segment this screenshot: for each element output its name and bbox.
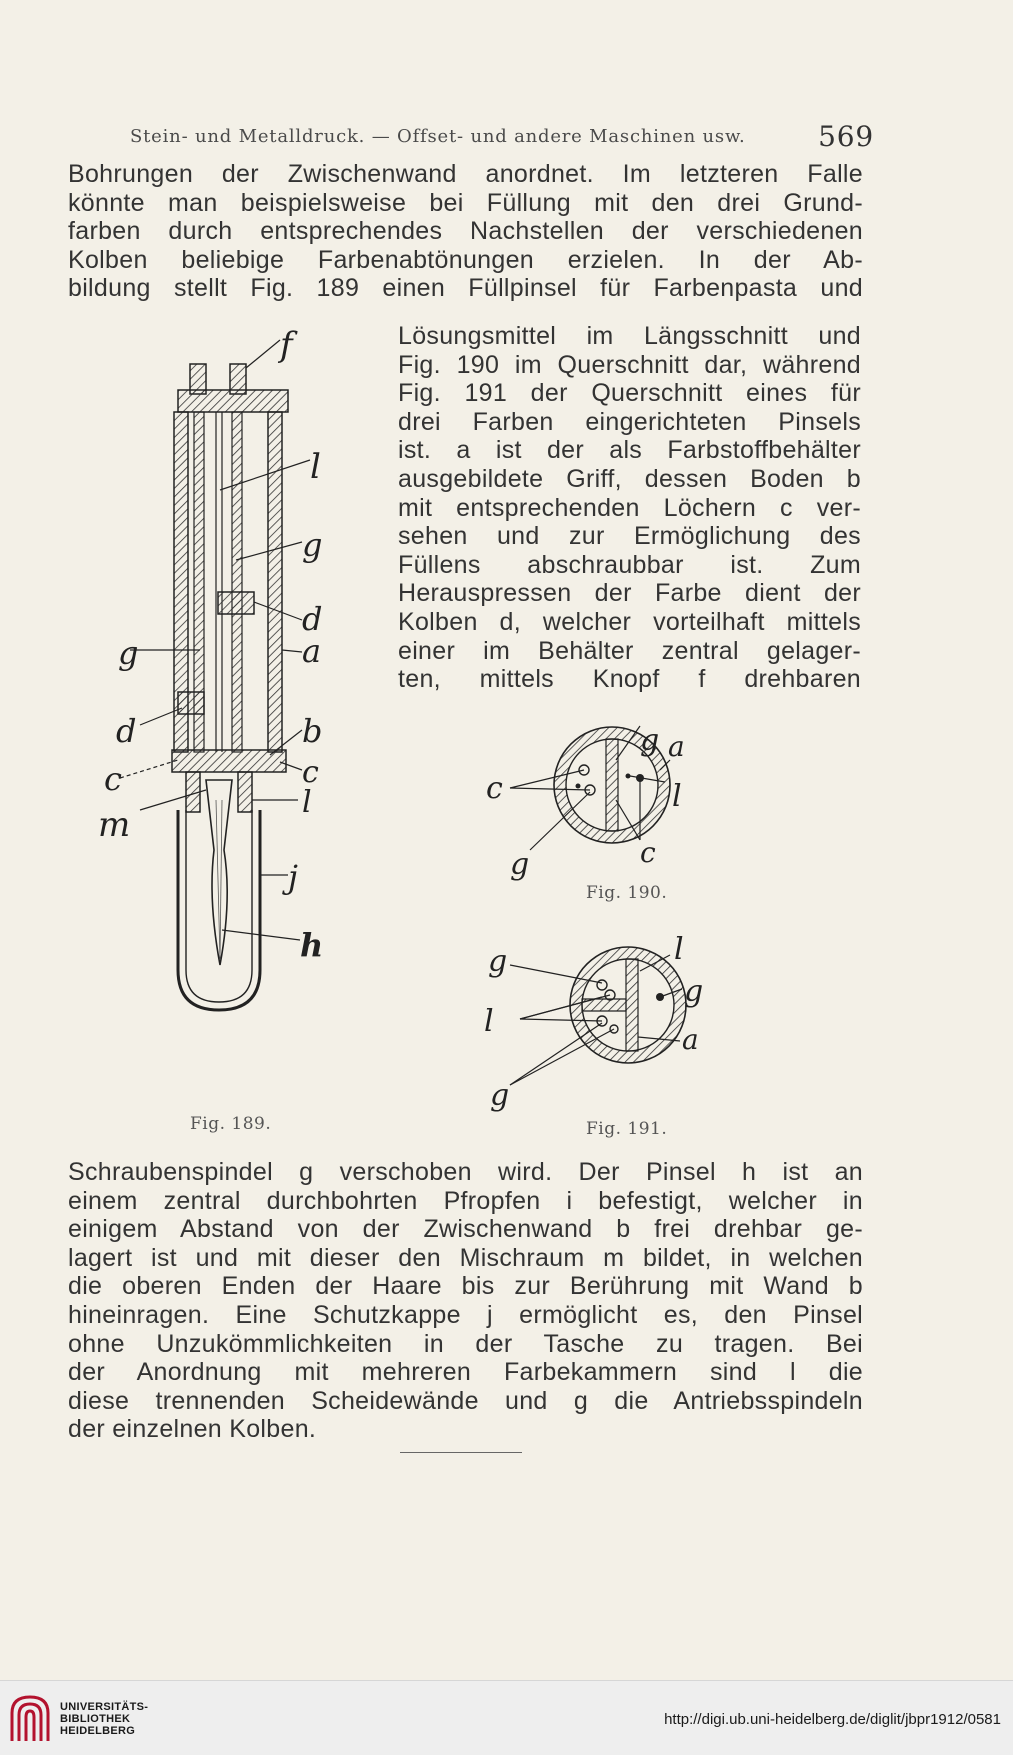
text-line: Füllens abschraubbar ist. Zum <box>398 550 861 579</box>
text-line: farben durch entsprechendes Nachstellen der verschiedenen <box>68 217 863 246</box>
text-line: der Anordnung mit mehreren Farbekammern sind l die <box>68 1358 863 1387</box>
fig191-label-l-left: l <box>484 1004 494 1039</box>
permalink-url[interactable]: http://digi.ub.uni-heidelberg.de/diglit/jbpr1912/0581 <box>664 1711 1001 1728</box>
library-name-line: BIBLIOTHEK <box>60 1713 131 1725</box>
figure-190 <box>486 710 750 882</box>
text-line: Kolben beliebige Farbenabtönungen erzielen. In der Ab- <box>68 245 863 274</box>
fig191-label-l-top: l <box>674 932 684 967</box>
fig189-label-j: j <box>288 858 298 896</box>
paragraph-bottom <box>68 1158 863 1444</box>
text-line: der einzelnen Kolben. <box>68 1415 317 1444</box>
page-number: 569 <box>818 120 874 153</box>
text-line: ausgebildete Griff, dessen Boden b <box>398 464 861 493</box>
viewer-footer <box>0 1680 1013 1755</box>
fig190-label-c-left: c <box>486 771 503 806</box>
text-line: könnte man beispielsweise bei Füllung mit den drei Grund- <box>68 188 863 217</box>
fig191-label-g-bottom: g <box>490 1078 510 1113</box>
text-line: Bohrungen der Zwischenwand anordnet. Im letzteren Falle <box>68 160 863 188</box>
library-name-line: HEIDELBERG <box>60 1725 136 1737</box>
fig189-label-c-right: c <box>302 755 319 790</box>
figure-191 <box>484 925 750 1115</box>
running-head <box>130 120 874 153</box>
text-line: Fig. 190 im Querschnitt dar, während <box>398 350 861 379</box>
fig189-label-g-right: g <box>302 526 323 564</box>
fig189-label-f: f <box>280 325 293 365</box>
fig189-label-g-left: g <box>118 634 139 672</box>
text-line: Fig. 191 der Querschnitt eines für <box>398 379 861 408</box>
fig190-label-g-bottom: g <box>510 847 530 882</box>
library-name <box>60 1701 148 1737</box>
text-line: bildung stellt Fig. 189 einen Füllpinsel für Farbenpasta und <box>68 274 863 303</box>
text-line: diese trennenden Scheidewände und g die Antriebsspindeln <box>68 1386 863 1415</box>
fig189-label-c-left: c <box>104 760 122 798</box>
fig190-label-g-top: g <box>640 723 660 758</box>
fig189-label-l: l <box>310 447 321 487</box>
text-line: hineinragen. Eine Schutzkappe j ermöglicht es, den Pinsel <box>68 1300 863 1329</box>
university-library-logo-icon[interactable] <box>8 1691 52 1745</box>
text-line: ten, mittels Knopf f drehbaren <box>398 665 861 694</box>
fig191-label-a: a <box>682 1023 699 1056</box>
text-line: lagert ist und mit dieser den Mischraum m bildet, in welchen <box>68 1243 863 1272</box>
text-line: einer im Behälter zentral gelager- <box>398 636 861 665</box>
text-line: einigem Abstand von der Zwischenwand b frei drehbar ge- <box>68 1215 863 1244</box>
fig189-label-l-lower: l <box>302 785 312 820</box>
text-line: sehen und zur Ermöglichung des <box>398 522 861 551</box>
fig190-label-c-right: c <box>640 836 656 869</box>
section-divider <box>400 1452 522 1453</box>
fig190-label-l: l <box>672 779 682 814</box>
fig189-label-d-left: d <box>116 712 137 750</box>
figure-190-caption: Fig. 190. <box>586 883 668 903</box>
library-name-line: UNIVERSITÄTS- <box>60 1701 149 1713</box>
fig191-label-g-top: g <box>488 944 508 979</box>
text-line: mit entsprechenden Löchern c ver- <box>398 493 861 522</box>
text-line: Lösungsmittel im Längsschnitt und <box>398 322 861 350</box>
figure-189 <box>98 325 380 1110</box>
paragraph-wrap <box>398 322 861 694</box>
paragraph-top <box>68 160 863 303</box>
fig191-label-g-right: g <box>684 974 704 1009</box>
text-line: ohne Unzukömmlichkeiten in der Tasche zu tragen. Bei <box>68 1329 863 1358</box>
figure-191-caption: Fig. 191. <box>586 1119 668 1139</box>
text-line: die oberen Enden der Haare bis zur Berührung mit Wand b <box>68 1272 863 1301</box>
text-line: drei Farben eingerichteten Pinsels <box>398 407 861 436</box>
text-line: einem zentral durchbohrten Pfropfen i befestigt, welcher in <box>68 1186 863 1215</box>
running-head-text: Stein- und Metalldruck. — Offset- und andere Maschinen usw. <box>130 126 746 147</box>
text-line: Kolben d, welcher vorteilhaft mittels <box>398 607 861 636</box>
figure-189-caption: Fig. 189. <box>190 1114 272 1134</box>
text-line: ist. a ist der als Farbstoffbehälter <box>398 436 861 465</box>
text-line: Herauspressen der Farbe dient der <box>398 579 861 608</box>
fig189-label-m: m <box>98 805 131 845</box>
fig189-label-b: b <box>302 712 323 750</box>
fig189-label-a: a <box>302 632 322 670</box>
fig189-label-h: h <box>300 926 324 964</box>
fig189-label-d-right: d <box>302 600 323 638</box>
fig190-label-a: a <box>668 730 685 763</box>
text-line: Schraubenspindel g verschoben wird. Der Pinsel h ist an <box>68 1158 863 1186</box>
